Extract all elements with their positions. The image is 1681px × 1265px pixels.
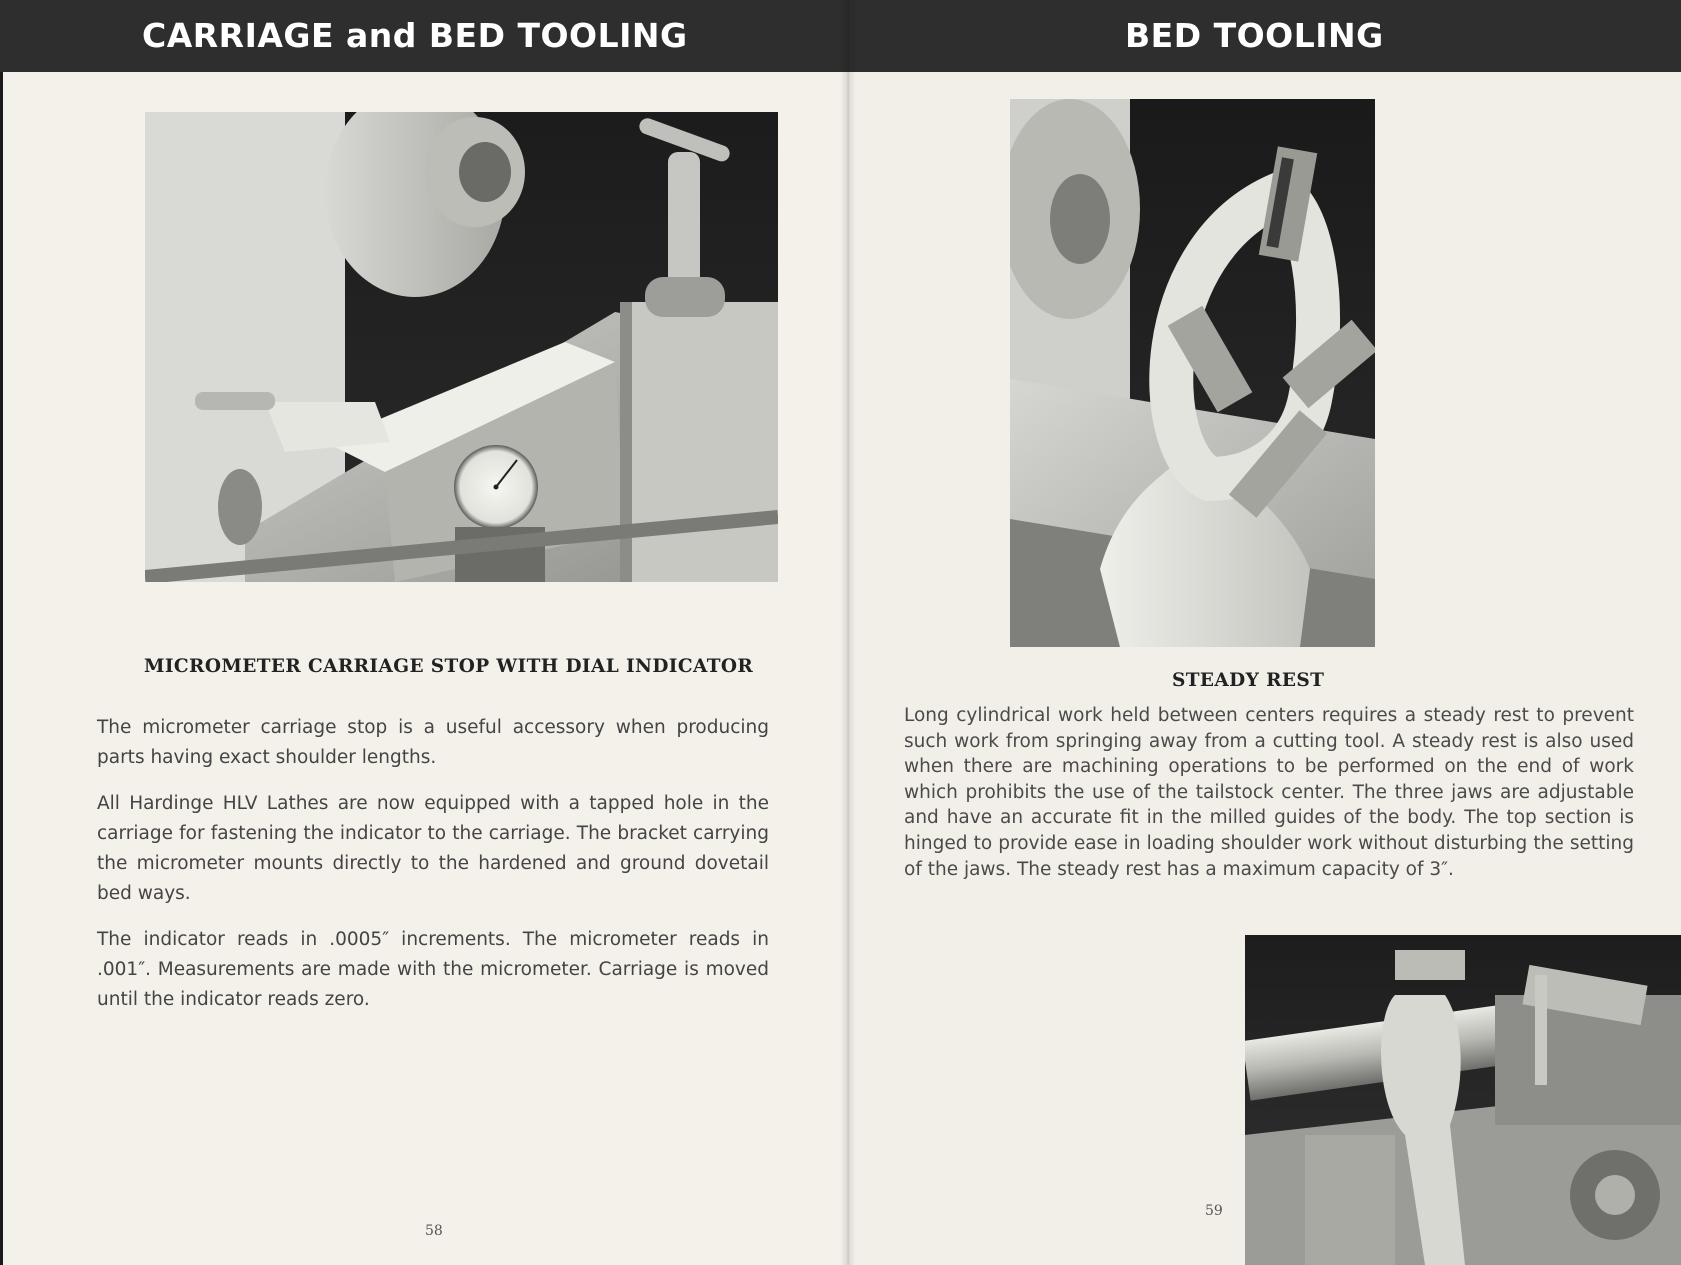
page-edge xyxy=(0,0,3,1265)
right-body xyxy=(904,703,1634,882)
left-paragraph-1: The micrometer carriage stop is a useful accessory when producing parts having exact shoulder lengths. xyxy=(97,717,769,768)
left-page-number: 58 xyxy=(425,1223,443,1239)
left-paragraph-3: The indicator reads in .0005″ increments. The micrometer reads in .001″. Measurements are made with the micrometer. Carriage is moved until the indicator reads zero. xyxy=(97,929,769,1010)
left-header-band xyxy=(0,0,848,72)
right-page xyxy=(848,0,1681,1265)
right-header-band xyxy=(848,0,1681,72)
right-caption: STEADY REST xyxy=(1172,670,1325,691)
micrometer-stop-photo xyxy=(145,112,778,582)
left-body xyxy=(97,713,769,1015)
right-header-title: BED TOOLING xyxy=(1125,16,1384,55)
right-page-number: 59 xyxy=(1205,1203,1223,1219)
left-header-title: CARRIAGE and BED TOOLING xyxy=(142,16,688,55)
right-paragraph: Long cylindrical work held between centers requires a steady rest to prevent such work from springing away from a cutting tool. A steady rest is also used when there are machining operations to be performed on the end of work which prohibits the use of the tailstock center. The three jaws are adjustable and have an accurate fit in the milled guides of the body. The top section is hinged to provide ease in loading shoulder work without disturbing the setting of the jaws. The steady rest has a maximum capacity of 3″. xyxy=(904,705,1634,880)
left-caption: MICROMETER CARRIAGE STOP WITH DIAL INDICATOR xyxy=(144,656,754,677)
steady-rest-photo xyxy=(1010,99,1375,647)
left-paragraph-2: All Hardinge HLV Lathes are now equipped with a tapped hole in the carriage for fastening the indicator to the carriage. The bracket carrying the micrometer mounts directly to the hardened and ground dovetail bed ways. xyxy=(97,793,769,904)
steady-rest-mounted-photo xyxy=(1245,935,1681,1265)
